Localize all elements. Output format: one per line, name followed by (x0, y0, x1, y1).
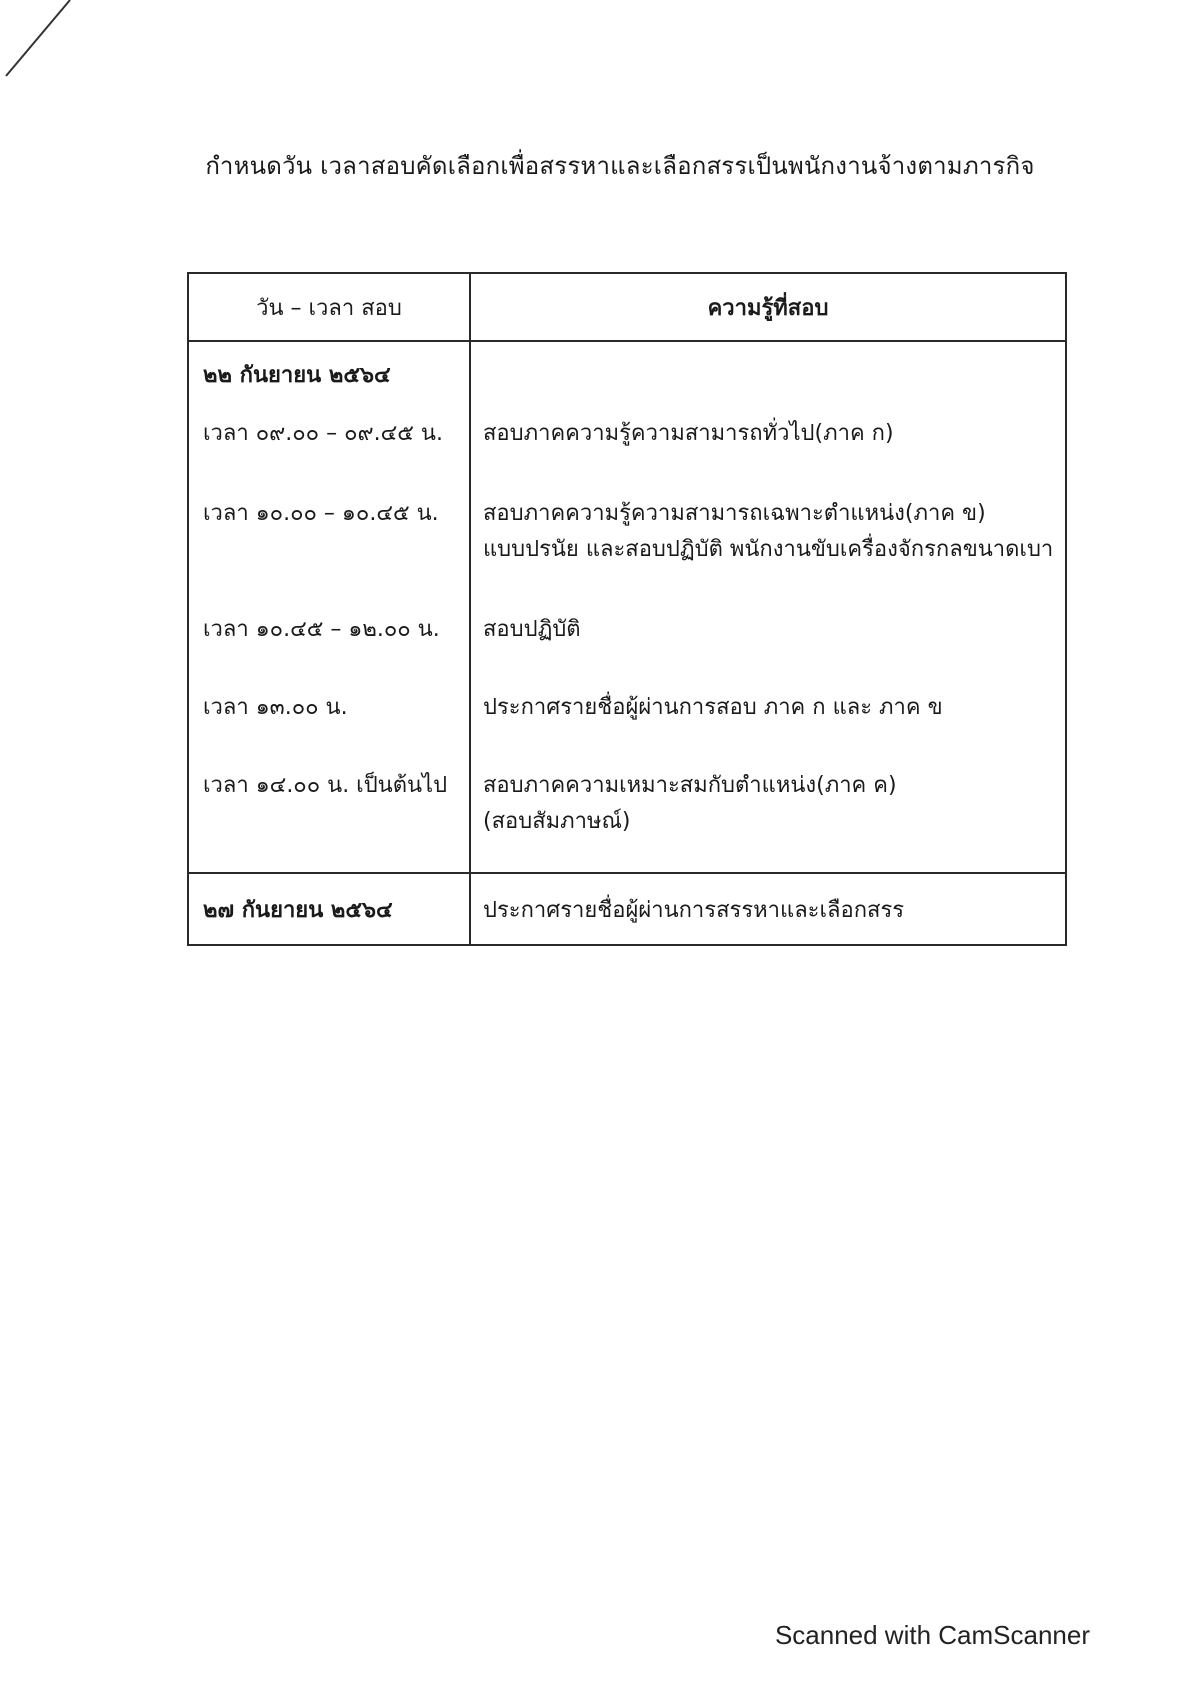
header-subject: ความรู้ที่สอบ (707, 295, 829, 321)
slot-3-time: เวลา ๑๐.๔๕ – ๑๒.๐๐ น. (203, 617, 440, 642)
scan-corner-mark (0, 0, 80, 80)
slot-4-subject: ประกาศรายชื่อผู้ผ่านการสอบ ภาค ก และ ภาค ข (483, 695, 943, 720)
header-date-time: วัน – เวลา สอบ (189, 274, 471, 340)
exam-schedule-table (187, 272, 1067, 946)
slot-1-time: เวลา ๐๙.๐๐ – ๐๙.๔๕ น. (203, 421, 443, 446)
table-row-day-1 (189, 340, 1065, 872)
table-row-day-2 (189, 872, 1065, 944)
day-2-subject: ประกาศรายชื่อผู้ผ่านการสรรหาและเลือกสรร (483, 897, 905, 923)
slot-1-subject: สอบภาคความรู้ความสามารถทั่วไป(ภาค ก) (483, 421, 894, 446)
slot-4-time: เวลา ๑๓.๐๐ น. (203, 695, 348, 720)
day-1-date: ๒๒ กันยายน ๒๕๖๔ (203, 363, 391, 388)
slot-2-subject: สอบภาคความรู้ความสามารถเฉพาะตำแหน่ง(ภาค ข) แบบปรนัย และสอบปฏิบัติ พนักงานขับเครื่องจักรกลขนาดเบา (483, 501, 1054, 562)
table-header-row (189, 274, 1065, 340)
day-1-time-column (189, 342, 471, 872)
day-1-subject-column (471, 342, 1065, 872)
scanner-watermark: Scanned with CamScanner (774, 1620, 1090, 1650)
slot-3-subject: สอบปฏิบัติ (483, 617, 581, 642)
slot-2-time: เวลา ๑๐.๐๐ – ๑๐.๔๕ น. (203, 501, 439, 526)
slot-5-subject: สอบภาคความเหมาะสมกับตำแหน่ง(ภาค ค) (สอบสัมภาษณ์) (483, 773, 897, 834)
day-2-date: ๒๗ กันยายน ๒๕๖๔ (189, 874, 471, 944)
slot-5-time: เวลา ๑๔.๐๐ น. เป็นต้นไป (203, 773, 448, 798)
document-title: กำหนดวัน เวลาสอบคัดเลือกเพื่อสรรหาและเลือกสรรเป็นพนักงานจ้างตามภารกิจ (205, 152, 1035, 180)
